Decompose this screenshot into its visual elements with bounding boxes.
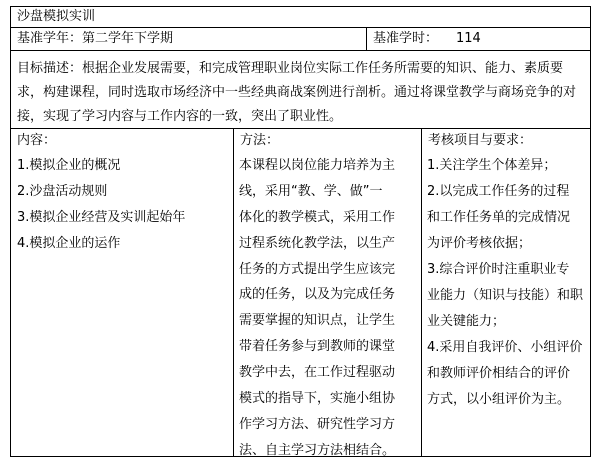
text-line: 业关键能力；: [427, 314, 506, 329]
list-item: 2.沙盘活动规则: [17, 184, 108, 199]
objective-text: 目标描述：根据企业发展需要，和完成管理职业岗位实际工作任务所需要的知识、能力、素质要求，构建课程，同时选取市场经济中一些经典商战案例进行剖析。通过将课堂教学与商场竞争的对接，实现了学习内容与工作内容的一致，突出了职业性。: [17, 61, 577, 124]
text-line: 和教师评价相结合的评价: [427, 366, 571, 381]
method-text: [239, 153, 417, 464]
text-line: 方式，以小组评价为主。: [427, 392, 571, 407]
text-line: 4.采用自我评价、小组评价: [427, 340, 583, 355]
hours-text: [373, 29, 586, 49]
evaluation-text: [427, 153, 586, 413]
hours-cell: [366, 28, 590, 50]
method-cell: [233, 129, 421, 456]
course-table: [10, 6, 591, 457]
list-item: 4.模拟企业的运作: [17, 236, 121, 251]
text-line: 为评价考核依据；: [427, 236, 532, 251]
method-header: 方法：: [240, 133, 280, 148]
text-line: 教学中去，在工作过程驱动: [239, 365, 396, 381]
content-header: 内容：: [17, 133, 57, 148]
text-line: 法、自主学习方法相结合。: [239, 442, 396, 458]
text-line: 2.以完成工作任务的过程: [427, 184, 570, 199]
school-year-label: 基准学年：第二学年下学期: [17, 31, 174, 46]
hours-value: 114: [456, 31, 481, 46]
detail-row: [11, 129, 590, 456]
text-line: 任务的方式提出学生应该完: [239, 261, 396, 277]
list-item: 3.模拟企业经营及实训起始年: [17, 210, 186, 225]
course-title: 沙盘模拟实训: [17, 9, 96, 24]
content-list: [17, 153, 229, 257]
info-row: [11, 28, 590, 51]
title-row: [11, 7, 590, 28]
text-line: 需要掌握的知识点，让学生: [239, 313, 396, 329]
content-cell: [11, 129, 233, 456]
text-line: 3.综合评价时注重职业专: [427, 262, 570, 277]
list-item: 1.模拟企业的概况: [17, 158, 121, 173]
text-line: 本课程以岗位能力培养为主: [239, 158, 396, 173]
text-line: 过程系统化教学法，以生产: [239, 235, 396, 251]
objective-row: [11, 51, 590, 129]
text-line: 体化的教学模式，采用工作: [239, 209, 396, 225]
text-line: 带着任务参与到教师的课堂: [239, 339, 396, 355]
text-line: 成的任务，以及为完成任务: [239, 287, 396, 303]
text-line: 模式的指导下，实施小组协: [239, 391, 396, 407]
school-year-cell: [11, 28, 366, 50]
text-line: 1.关注学生个体差异；: [427, 158, 557, 173]
text-line: 和工作任务单的完成情况: [427, 210, 571, 225]
text-line: 作学习方法、研究性学习方: [239, 416, 396, 432]
text-line: 线，采用“教、学、做”一: [239, 183, 383, 199]
hours-label: 基准学时：: [373, 31, 439, 46]
text-line: 业能力（知识与技能）和职: [427, 288, 584, 303]
evaluation-cell: [421, 129, 590, 456]
evaluation-header: 考核项目与要求：: [428, 133, 533, 148]
